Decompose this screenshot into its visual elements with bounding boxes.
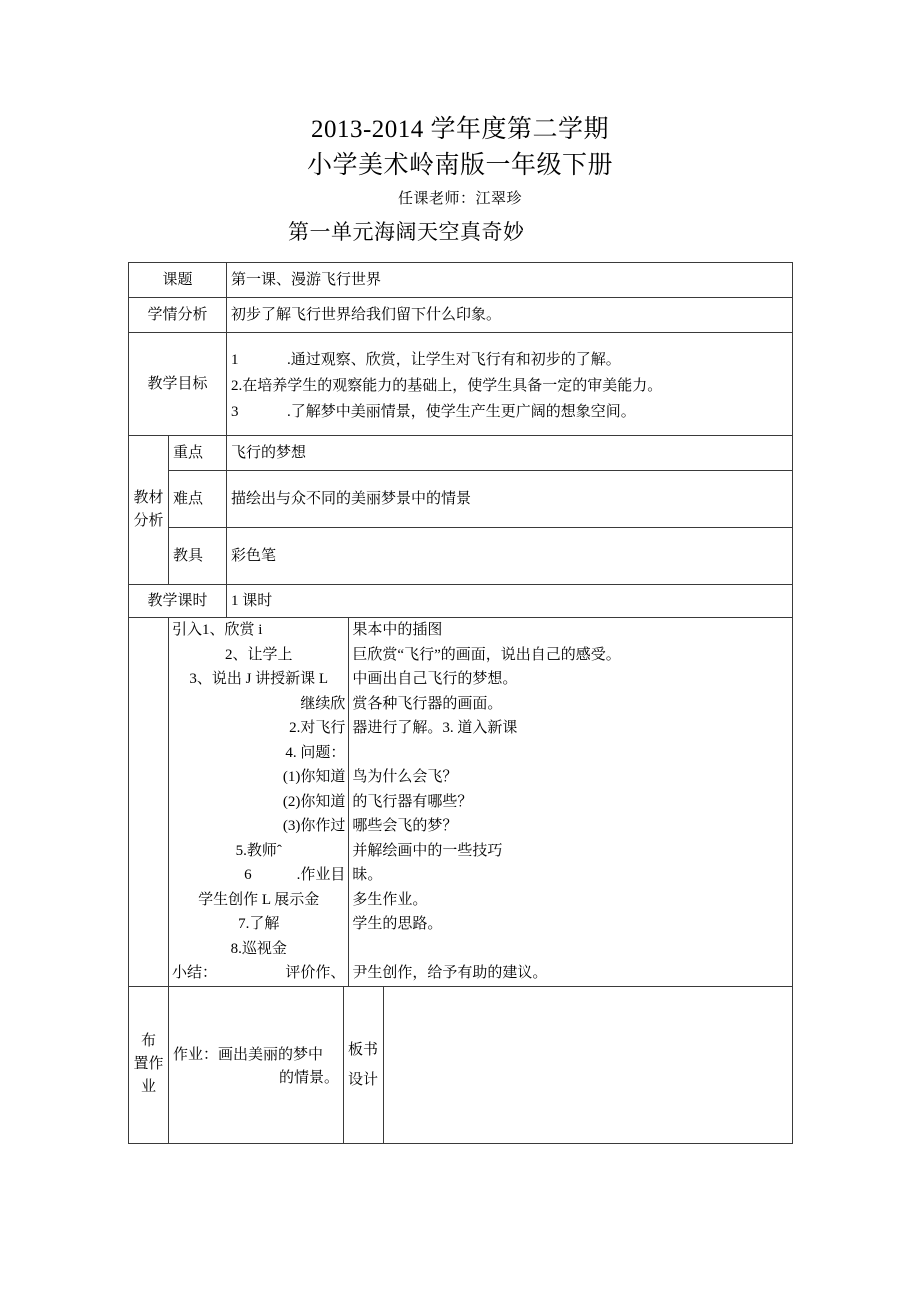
process-mid-text: 4. 问题： xyxy=(169,741,349,766)
board-design-label-line1: 板书 xyxy=(348,1041,379,1058)
process-mid-text: (3)你作过 xyxy=(169,814,349,839)
process-row xyxy=(169,863,792,888)
process-left xyxy=(169,618,349,643)
board-design-label xyxy=(344,986,384,1143)
homework-label-line2: 置作 xyxy=(133,1056,164,1072)
process-row xyxy=(169,716,792,741)
homework-value xyxy=(169,986,344,1143)
goal-text: .通过观察、欣赏，让学生对飞行有和初步的了解。 xyxy=(287,351,621,368)
goal-number: 3 xyxy=(231,403,239,420)
process-right: 并解绘画中的一些技巧 xyxy=(352,842,503,859)
table-row-key-point xyxy=(129,436,793,471)
table-row-situation xyxy=(129,298,793,333)
process-right: 学生的思路。 xyxy=(352,916,443,932)
goal-item xyxy=(231,347,788,373)
goal-item xyxy=(231,373,788,399)
process-row xyxy=(169,667,792,692)
homework-label xyxy=(129,986,169,1143)
unit-title: 第一单元海阔天空真奇妙 xyxy=(288,220,525,244)
process-right: 果本中的插图 xyxy=(352,622,443,638)
process-right: 中画出自己飞行的梦想。 xyxy=(352,671,518,687)
process-mid-text: 8.巡视金 xyxy=(169,937,349,962)
process-row xyxy=(169,814,792,839)
process-row xyxy=(169,618,792,643)
school-year-title: 2013-2014 学年度第二学期 xyxy=(310,116,610,143)
table-row-teaching-process xyxy=(129,618,793,987)
homework-line-2: 的情景。 xyxy=(279,1069,340,1086)
process-row xyxy=(169,839,792,864)
material-analysis-label-line1: 教材 xyxy=(133,490,164,506)
goal-text: .了解梦中美丽情景，使学生产生更广阔的想象空间。 xyxy=(287,403,636,420)
homework-label-line1: 布 xyxy=(140,1033,156,1049)
process-right: 的飞行器有哪些？ xyxy=(352,793,473,810)
process-mid-text: 继续欣 xyxy=(169,692,349,717)
table-row-topic xyxy=(129,263,793,298)
process-row xyxy=(169,912,792,937)
key-point-label: 重点 xyxy=(169,436,227,471)
process-right xyxy=(349,741,792,766)
process-row xyxy=(169,790,792,815)
process-right: 哪些会飞的梦？ xyxy=(352,818,458,834)
process-right: 赏各种飞行器的画面。 xyxy=(352,695,503,712)
goal-text: 2.在培养学生的观察能力的基础上，使学生具备一定的审美能力。 xyxy=(231,377,663,394)
process-mid-text: 1、欣赏 i xyxy=(202,622,263,638)
table-row-difficulty xyxy=(129,471,793,528)
process-right: 多生作业。 xyxy=(352,891,428,908)
board-design-label-line2: 设计 xyxy=(348,1071,379,1088)
goal-number: 1 xyxy=(231,351,239,368)
summary-right: 尹生创作，给予有助的建议。 xyxy=(352,965,548,981)
process-right xyxy=(349,937,792,962)
process-row xyxy=(169,643,792,668)
key-point-value: 飞行的梦想 xyxy=(227,436,793,471)
summary-label: 小结： xyxy=(172,965,218,981)
difficulty-label: 难点 xyxy=(169,471,227,528)
process-mid-text: 2.对飞行 xyxy=(169,716,349,741)
summary-left-cell xyxy=(169,961,349,986)
board-design-value xyxy=(384,986,793,1143)
process-mid-text: 学生创作 L 展示金 xyxy=(169,888,349,913)
period-label: 教学课时 xyxy=(129,585,227,618)
process-row xyxy=(169,692,792,717)
material-analysis-label xyxy=(129,436,169,585)
process-mid-text: (1)你知道 xyxy=(169,765,349,790)
process-row xyxy=(169,937,792,962)
teacher-name: 任课老师：江翠珍 xyxy=(397,191,522,207)
tool-label: 教具 xyxy=(169,528,227,585)
difficulty-value: 描绘出与众不同的美丽梦景中的情景 xyxy=(227,471,793,528)
process-mid-text: 2、让学上 xyxy=(169,643,349,668)
process-row-summary xyxy=(169,961,792,986)
textbook-title: 小学美术岭南版一年级下册 xyxy=(306,152,613,179)
process-right: 巨欣赏“飞行”的画面，说出自己的感受。 xyxy=(352,646,621,663)
material-analysis-label-line2: 分析 xyxy=(133,513,164,529)
table-row-goals xyxy=(129,333,793,436)
process-mid-text: 3、说出 J 讲授新课 L xyxy=(169,667,349,692)
process-row xyxy=(169,888,792,913)
lesson-plan-table xyxy=(128,262,793,1144)
document-header xyxy=(128,112,792,248)
goals-value xyxy=(227,333,793,436)
period-value: 1 课时 xyxy=(227,585,793,618)
process-right: 器进行了解。3. 道入新课 xyxy=(352,720,518,736)
tool-value: 彩色笔 xyxy=(227,528,793,585)
process-mid-text: 6 .作业目 xyxy=(169,863,349,888)
topic-label: 课题 xyxy=(129,263,227,298)
topic-value: 第一课、漫游飞行世界 xyxy=(227,263,793,298)
summary-mid-text: 评价作、 xyxy=(285,965,346,981)
process-mid-text: 7.了解 xyxy=(169,912,349,937)
table-row-homework xyxy=(129,986,793,1143)
teaching-process-content xyxy=(169,618,793,987)
teaching-process-table xyxy=(169,618,792,986)
homework-line-1: 作业：画出美丽的梦中 xyxy=(173,1046,324,1063)
process-right: 昧。 xyxy=(352,867,383,883)
table-row-period xyxy=(129,585,793,618)
table-row-tool xyxy=(129,528,793,585)
goals-label: 教学目标 xyxy=(129,333,227,436)
process-mid-text: 5.教师ˆ xyxy=(169,839,349,864)
process-intro-label: 引入 xyxy=(172,622,203,638)
teaching-process-label-cell xyxy=(129,618,169,987)
process-row xyxy=(169,741,792,766)
goal-item xyxy=(231,399,788,425)
homework-label-line3: 业 xyxy=(140,1079,156,1095)
situation-value: 初步了解飞行世界给我们留下什么印象。 xyxy=(227,298,793,333)
process-row xyxy=(169,765,792,790)
situation-label: 学情分析 xyxy=(129,298,227,333)
process-mid-text: (2)你知道 xyxy=(169,790,349,815)
process-right: 鸟为什么会飞？ xyxy=(352,769,458,785)
